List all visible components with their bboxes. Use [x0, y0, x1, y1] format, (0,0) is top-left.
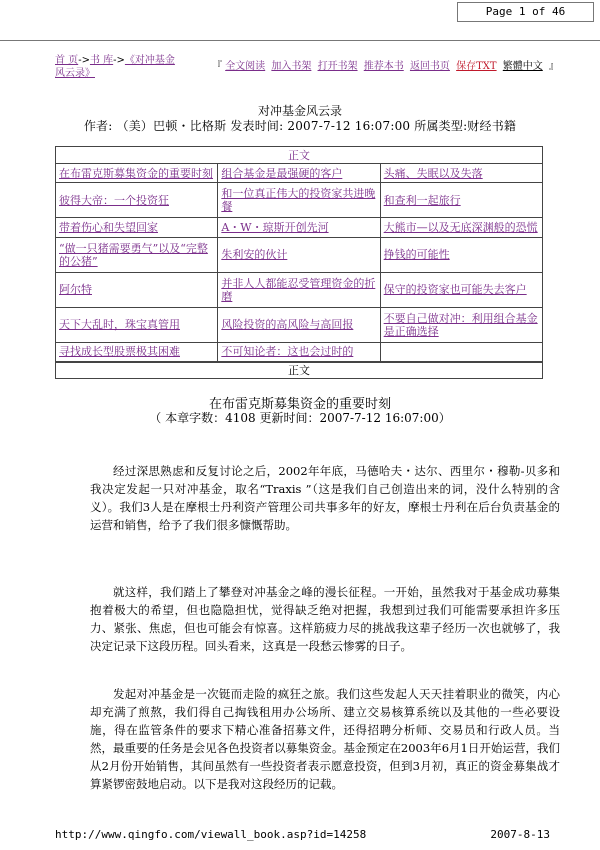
- toc-chapter-link[interactable]: 不要自己做对冲：利用组合基金是正确选择: [380, 307, 542, 342]
- toc-row: [56, 237, 543, 272]
- toc-chapter-link[interactable]: 带着伤心和失望回家: [56, 218, 218, 237]
- book-meta: 作者: （美）巴顿・比格斯 发表时间: 2007-7-12 16:07:00 所属类型:财经书籍: [83, 119, 517, 133]
- back-to-book-link[interactable]: 返回书页: [409, 61, 450, 72]
- toc-chapter-link[interactable]: 在布雷克斯募集资金的重要时刻: [56, 164, 218, 183]
- toc-footer: 正文: [55, 362, 543, 379]
- toc-chapter-link[interactable]: 组合基金是最强硬的客户: [218, 164, 380, 183]
- toc-chapter-link[interactable]: 天下大乱时，珠宝真管用: [56, 307, 218, 342]
- toc-row: [56, 307, 543, 342]
- toc-row: [56, 342, 543, 361]
- toc-chapter-link[interactable]: 大熊市—以及无底深渊般的恐慌: [380, 218, 542, 237]
- toc-chapter-link[interactable]: 阿尔特: [56, 272, 218, 307]
- traditional-chinese-link[interactable]: 繁體中文: [502, 61, 543, 72]
- chapter-paragraph: 就这样，我们踏上了攀登对冲基金之峰的漫长征程。一开始，虽然我对于基金成功募集抱着极大的希望，但也隐隐担忧，觉得缺乏绝对把握，我想到过我们可能需要承担许多压力、紧张、焦虑，但也可能会有惊喜。这样筋疲力尽的挑战我这辈子经历一次也就够了，我决定记录下这段历程。回头看来，这真是一段愁云惨雾的日子。: [90, 585, 560, 653]
- open-bookshelf-link[interactable]: 打开书架: [317, 61, 358, 72]
- toc-row: [56, 218, 543, 237]
- toc-chapter-link[interactable]: 朱利安的伙计: [218, 237, 380, 272]
- toc-chapter-link[interactable]: 彼得大帝：一个投资狂: [56, 183, 218, 218]
- breadcrumb-book-link[interactable]: 《对冲基金风云录》: [55, 55, 175, 79]
- toc-empty-cell: [380, 342, 542, 361]
- toc-chapter-link[interactable]: 和查利一起旅行: [380, 183, 542, 218]
- print-date: 2007-8-13: [490, 828, 550, 841]
- breadcrumb-separator: ->: [113, 55, 125, 66]
- toolbar-open-bracket: 『: [212, 61, 222, 72]
- toc-chapter-link[interactable]: 并非人人都能忍受管理资金的折磨: [218, 272, 380, 307]
- book-title: 对冲基金风云录: [257, 104, 342, 118]
- chapter-meta: （ 本章字数：4108 更新时间：2007-7-12 16:07:00）: [149, 411, 451, 425]
- toc-chapter-link[interactable]: 寻找成长型股票极其困难: [56, 342, 218, 361]
- toc-row: [56, 164, 543, 183]
- header-divider: [0, 40, 600, 41]
- save-txt-link[interactable]: 保存TXT: [456, 61, 497, 72]
- breadcrumb-home-link[interactable]: 首 页: [55, 55, 79, 66]
- toc-chapter-link[interactable]: “做一只猪需要勇气”以及“完整的公猪”: [56, 237, 218, 272]
- breadcrumb-library-link[interactable]: 书 库: [89, 55, 114, 66]
- breadcrumb: [55, 54, 180, 80]
- book-toolbar: [212, 60, 559, 73]
- recommend-book-link[interactable]: 推荐本书: [363, 61, 404, 72]
- add-bookshelf-link[interactable]: 加入书架: [271, 61, 312, 72]
- toc-chapter-link[interactable]: 保守的投资家也可能失去客户: [380, 272, 542, 307]
- toc-chapter-link[interactable]: 头痛、失眠以及失落: [380, 164, 542, 183]
- source-url: http://www.qingfo.com/viewall_book.asp?id=14258: [55, 828, 367, 841]
- breadcrumb-separator: ->: [78, 55, 90, 66]
- toolbar-close-bracket: 』: [548, 61, 559, 72]
- toc-row: [56, 272, 543, 307]
- toc-chapter-link[interactable]: 挣钱的可能性: [380, 237, 542, 272]
- toc-chapter-link[interactable]: A・W・琼斯开创先河: [218, 218, 380, 237]
- toc-chapter-link[interactable]: 风险投资的高风险与高回报: [218, 307, 380, 342]
- toc-header: 正文: [56, 147, 543, 164]
- table-of-contents: [55, 146, 543, 362]
- toc-chapter-link[interactable]: 不可知论者：这也会过时的: [218, 342, 380, 361]
- chapter-title: 在布雷克斯募集资金的重要时刻: [208, 397, 391, 412]
- toc-row: [56, 183, 543, 218]
- page-number: Page 1 of 46: [457, 2, 594, 22]
- read-full-link[interactable]: 全文阅读: [225, 61, 266, 72]
- chapter-paragraph: 发起对冲基金是一次铤而走险的疯狂之旅。我们这些发起人天天挂着职业的微笑，内心却充满了煎熬，我们得自己掏钱租用办公场所、建立交易核算系统以及其他的一些必要设施，得在监管条件的要求下精心准备招募文件，还得招聘分析师、交易员和行政人员。当然，最重要的任务是会见各色投资者以募集资金。基金预定在2003年6月1日开始运营，我们从2月份开始销售，其间虽然有一些投资者表示愿意投资，但到3月初，真正的资金募集战才算紧锣密鼓地启动。以下是我对这段经历的记载。: [90, 687, 560, 791]
- toc-chapter-link[interactable]: 和一位真正伟大的投资家共进晚餐: [218, 183, 380, 218]
- chapter-paragraph: 经过深思熟虑和反复讨论之后，2002年年底，马德哈夫・达尔、西里尔・穆勒-贝多和我决定发起一只对冲基金，取名“Traxis ”（这是我们自己创造出来的词，没什么特别的含义）。我们3人是在摩根士丹利资产管理公司共事多年的好友，摩根士丹利在后台负责基金的运营和销售，给予了我们很多慷慨帮助。: [90, 464, 560, 532]
